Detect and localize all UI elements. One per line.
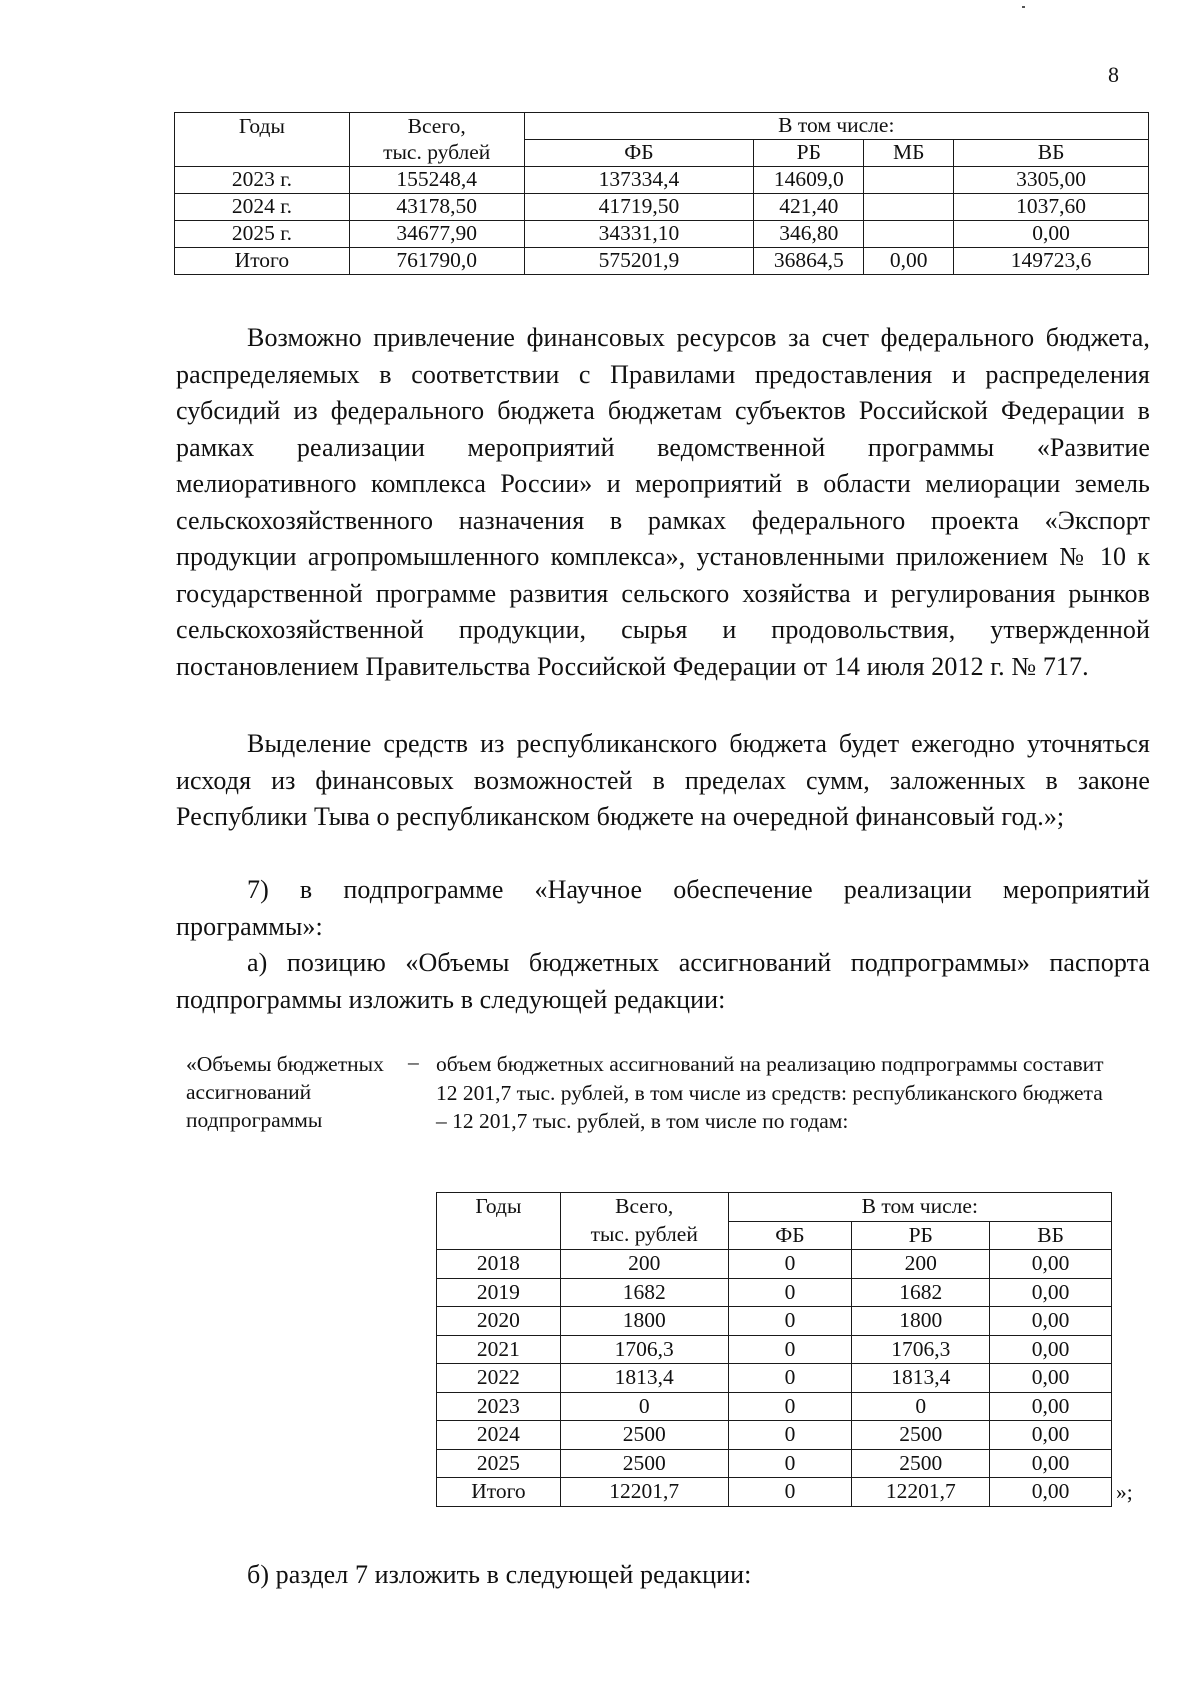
cell-vb: 0,00 <box>990 1364 1112 1393</box>
header-vb: ВБ <box>954 140 1149 167</box>
cell-total: 34677,90 <box>349 221 524 248</box>
cell-vb: 1037,60 <box>954 194 1149 221</box>
cell-vb: 0,00 <box>990 1392 1112 1421</box>
cell-rb: 36864,5 <box>754 248 864 275</box>
header-total-unit: тыс. рублей <box>560 1221 728 1250</box>
header-vb: ВБ <box>990 1221 1112 1250</box>
cell-fb: 0 <box>728 1478 852 1507</box>
header-including: В том числе: <box>728 1193 1111 1222</box>
cell-year: 2023 <box>437 1392 561 1421</box>
table-row <box>175 221 1149 248</box>
cell-total: 2500 <box>560 1421 728 1450</box>
cell-total: 0 <box>560 1392 728 1421</box>
cell-rb: 2500 <box>852 1449 990 1478</box>
cell-rb: 2500 <box>852 1421 990 1450</box>
cell-fb: 0 <box>728 1421 852 1450</box>
cell-year: 2021 <box>437 1335 561 1364</box>
cell-year: 2020 <box>437 1307 561 1336</box>
paragraph-republican-budget: Выделение средств из республиканского бюджета будет ежегодно уточняться исходя из финансовых возможностей в пределах сумм, заложенных в законе Республики Тыва о республиканском бюджете на очередной финансовый год.»; <box>176 729 1150 831</box>
table-row <box>437 1449 1112 1478</box>
cell-rb: 421,40 <box>754 194 864 221</box>
cell-fb: 137334,4 <box>524 167 754 194</box>
passport-dash: – <box>408 1050 419 1074</box>
cell-rb: 1813,4 <box>852 1364 990 1393</box>
cell-mb: 0,00 <box>864 248 954 275</box>
cell-year: 2025 г. <box>175 221 350 248</box>
cell-year: 2018 <box>437 1250 561 1279</box>
header-years: Годы <box>175 113 350 140</box>
cell-fb: 0 <box>728 1392 852 1421</box>
paragraph-item-7: 7) в подпрограмме «Научное обеспечение реализации мероприятий программы»: <box>176 875 1150 941</box>
table-header-row <box>175 113 1149 140</box>
cell-total: 200 <box>560 1250 728 1279</box>
cell-total: 1800 <box>560 1307 728 1336</box>
cell-rb: 200 <box>852 1250 990 1279</box>
header-including: В том числе: <box>524 113 1148 140</box>
closing-quote: »; <box>1116 1480 1133 1504</box>
paragraph-item-7b: б) раздел 7 изложить в следующей редакции: <box>247 1560 752 1589</box>
page-number: 8 <box>1108 62 1119 87</box>
cell-vb: 0,00 <box>990 1278 1112 1307</box>
funding-table-top <box>174 112 1149 275</box>
cell-vb: 0,00 <box>990 1307 1112 1336</box>
cell-fb: 34331,10 <box>524 221 754 248</box>
header-rb: РБ <box>852 1221 990 1250</box>
table-header-row <box>437 1193 1112 1222</box>
cell-vb: 0,00 <box>954 221 1149 248</box>
cell-mb <box>864 194 954 221</box>
cell-year: 2024 г. <box>175 194 350 221</box>
header-mb: МБ <box>864 140 954 167</box>
cell-vb: 0,00 <box>990 1335 1112 1364</box>
cell-total: 12201,7 <box>560 1478 728 1507</box>
funding-table-bottom <box>436 1192 1112 1507</box>
cell-year: 2025 <box>437 1449 561 1478</box>
cell-fb: 0 <box>728 1307 852 1336</box>
cell-fb: 0 <box>728 1364 852 1393</box>
cell-total: 1706,3 <box>560 1335 728 1364</box>
scan-speck <box>1022 6 1025 8</box>
header-total: Всего, <box>560 1193 728 1222</box>
cell-year: 2019 <box>437 1278 561 1307</box>
cell-fb: 0 <box>728 1449 852 1478</box>
cell-rb: 0 <box>852 1392 990 1421</box>
table-row <box>437 1250 1112 1279</box>
cell-year: Итого <box>437 1478 561 1507</box>
cell-vb: 0,00 <box>990 1421 1112 1450</box>
cell-fb: 0 <box>728 1250 852 1279</box>
cell-rb: 1800 <box>852 1307 990 1336</box>
cell-rb: 14609,0 <box>754 167 864 194</box>
cell-year: 2022 <box>437 1364 561 1393</box>
table-subheader-row <box>175 140 1149 167</box>
cell-total: 2500 <box>560 1449 728 1478</box>
cell-vb: 0,00 <box>990 1449 1112 1478</box>
cell-year: 2024 <box>437 1421 561 1450</box>
cell-mb <box>864 221 954 248</box>
header-fb: ФБ <box>728 1221 852 1250</box>
cell-mb <box>864 167 954 194</box>
table-row <box>437 1278 1112 1307</box>
cell-vb: 0,00 <box>990 1250 1112 1279</box>
header-years-cont <box>437 1221 561 1250</box>
cell-rb: 346,80 <box>754 221 864 248</box>
header-total: Всего, <box>349 113 524 140</box>
cell-fb: 0 <box>728 1335 852 1364</box>
cell-vb: 149723,6 <box>954 248 1149 275</box>
header-rb: РБ <box>754 140 864 167</box>
cell-vb: 0,00 <box>990 1478 1112 1507</box>
header-total-unit: тыс. рублей <box>349 140 524 167</box>
table-row <box>437 1392 1112 1421</box>
passport-label: «Объемы бюджетных ассигнований подпрограммы <box>186 1052 384 1132</box>
header-years: Годы <box>437 1193 561 1222</box>
table-row <box>175 194 1149 221</box>
cell-rb: 1706,3 <box>852 1335 990 1364</box>
table-row <box>437 1364 1112 1393</box>
table-row <box>437 1307 1112 1336</box>
passport-text: объем бюджетных ассигнований на реализацию подпрограммы составит 12 201,7 тыс. рублей, в том числе из средств: республиканского бюджета – 12 201,7 тыс. рублей, в том числе по годам: <box>436 1052 1104 1133</box>
cell-vb: 3305,00 <box>954 167 1149 194</box>
cell-fb: 41719,50 <box>524 194 754 221</box>
table-row <box>437 1335 1112 1364</box>
cell-fb: 0 <box>728 1278 852 1307</box>
cell-year: 2023 г. <box>175 167 350 194</box>
cell-total: 155248,4 <box>349 167 524 194</box>
table-row <box>175 167 1149 194</box>
table-subheader-row <box>437 1221 1112 1250</box>
cell-year: Итого <box>175 248 350 275</box>
cell-total: 761790,0 <box>349 248 524 275</box>
cell-total: 1682 <box>560 1278 728 1307</box>
header-fb: ФБ <box>524 140 754 167</box>
paragraph-item-7a: а) позицию «Объемы бюджетных ассигнований подпрограммы» паспорта подпрограммы изложить в следующей редакции: <box>176 948 1150 1014</box>
table-row <box>437 1421 1112 1450</box>
cell-total: 1813,4 <box>560 1364 728 1393</box>
paragraph-federal-funding: Возможно привлечение финансовых ресурсов за счет федерального бюджета, распределяемых в соответствии с Правилами предоставления и распределения субсидий из федерального бюджета бюджетам субъектов Российской Федерации в рамках реализации мероприятий ведомственной программы «Развитие мелиоративного комплекса России» и мероприятий в области мелиорации земель сельскохозяйственного назначения в рамках федерального проекта «Экспорт продукции агропромышленного комплекса», установленными приложением № 10 к государственной программе развития сельского хозяйства и регулирования рынков сельскохозяйственной продукции, сырья и продовольствия, утвержденной постановлением Правительства Российской Федерации от 14 июля 2012 г. № 717. <box>176 323 1150 681</box>
table-row-total <box>437 1478 1112 1507</box>
header-years-cont <box>175 140 350 167</box>
cell-rb: 1682 <box>852 1278 990 1307</box>
table-row-total <box>175 248 1149 275</box>
cell-fb: 575201,9 <box>524 248 754 275</box>
cell-total: 43178,50 <box>349 194 524 221</box>
cell-rb: 12201,7 <box>852 1478 990 1507</box>
